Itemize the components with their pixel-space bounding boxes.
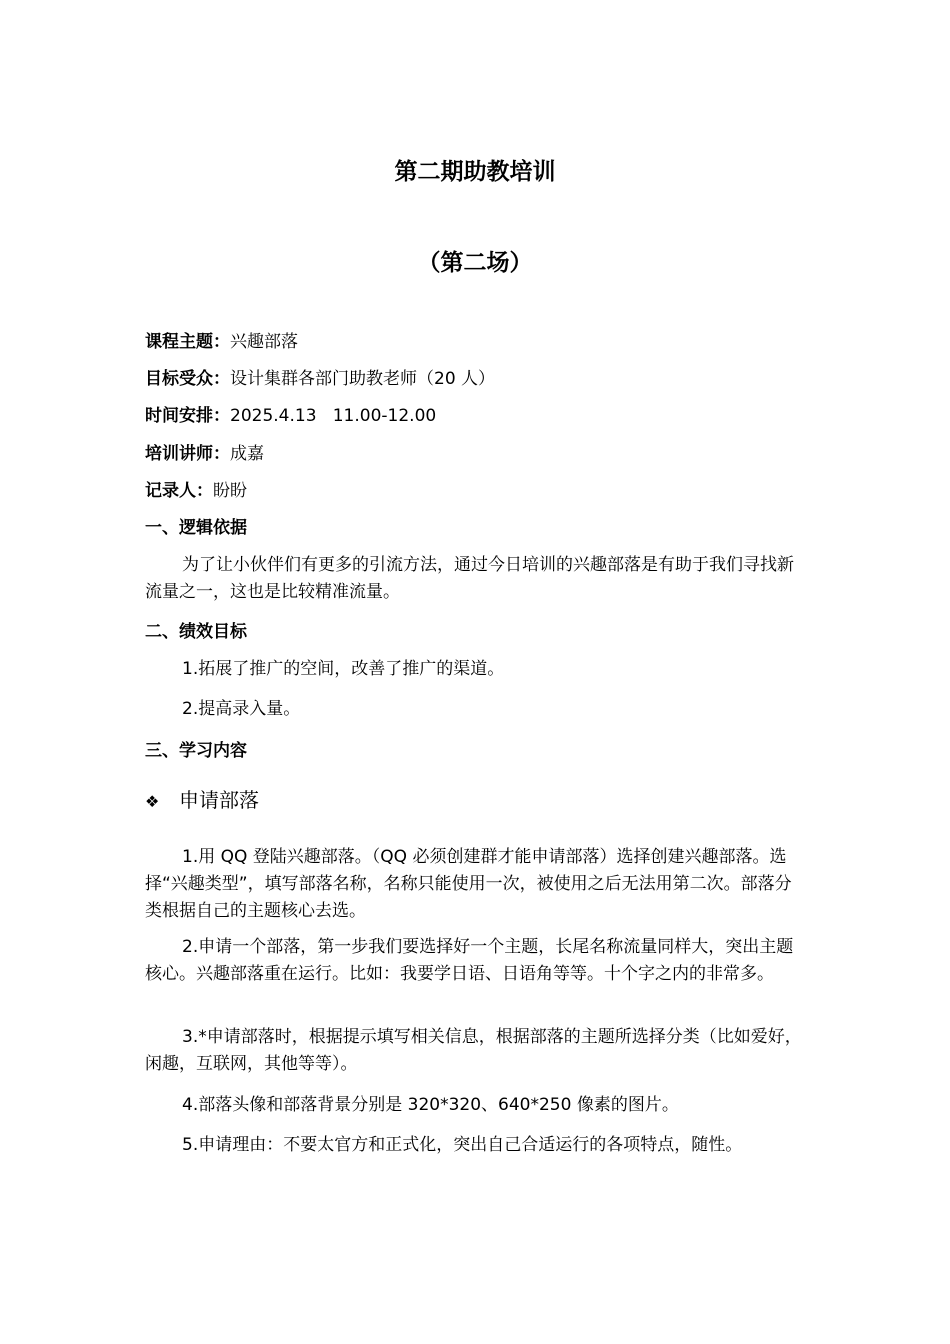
field-target-audience xyxy=(145,367,495,391)
content-paragraph-5: 5.申请理由：不要太官方和正式化，突出自己合适运行的各项特点，随性。 xyxy=(182,1135,743,1155)
section-paragraph-logic: 为了让小伙伴们有更多的引流方法，通过今日培训的兴趣部落是有助于我们寻找新流量之一，这也是比较精准流量。 xyxy=(145,555,794,602)
field-label: 记录人： xyxy=(145,481,213,501)
field-value: 2025.4.13 11.00-12.00 xyxy=(230,406,437,426)
field-label: 时间安排： xyxy=(145,406,230,426)
field-course-topic xyxy=(145,330,298,354)
content-paragraph-3: 3.*申请部落时，根据提示填写相关信息，根据部落的主题所选择分类（比如爱好，闲趣，互联网，其他等等）。 xyxy=(145,1027,802,1074)
goal-item-2: 2.提高录入量。 xyxy=(182,699,301,719)
bullet-heading-apply xyxy=(145,786,259,816)
field-instructor xyxy=(145,442,264,466)
bullet-heading-text: 申请部落 xyxy=(179,788,259,812)
content-paragraph-4: 4.部落头像和部落背景分别是 320*320、640*250 像素的图片。 xyxy=(182,1095,679,1115)
section-heading-logic: 一、逻辑依据 xyxy=(145,518,247,538)
field-label: 目标受众： xyxy=(145,369,230,389)
field-value: 兴趣部落 xyxy=(230,332,298,352)
field-value: 盼盼 xyxy=(213,481,247,501)
document-subtitle: （第二场） xyxy=(417,250,533,276)
field-recorder xyxy=(145,479,247,503)
content-paragraph-2: 2.申请一个部落，第一步我们要选择好一个主题，长尾名称流量同样大，突出主题核心。兴趣部落重在运行。比如：我要学日语、日语角等等。十个字之内的非常多。 xyxy=(145,937,794,984)
section-heading-goals: 二、绩效目标 xyxy=(145,622,247,642)
diamond-bullet-icon: ❖ xyxy=(145,792,160,811)
field-value: 设计集群各部门助教老师（20 人） xyxy=(230,369,496,389)
field-schedule xyxy=(145,404,436,428)
section-heading-content: 三、学习内容 xyxy=(145,741,247,761)
goal-item-1: 1.拓展了推广的空间，改善了推广的渠道。 xyxy=(182,659,505,679)
field-label: 培训讲师： xyxy=(145,444,230,464)
document-title: 第二期助教培训 xyxy=(394,159,556,185)
field-label: 课程主题： xyxy=(145,332,230,352)
content-paragraph-1: 1.用 QQ 登陆兴趣部落。（QQ 必须创建群才能申请部落）选择创建兴趣部落。选择“兴趣类型”，填写部落名称，名称只能使用一次，被使用之后无法用第二次。部落分类根据自己的主题核心去选。 xyxy=(145,847,792,921)
field-value: 成嘉 xyxy=(230,444,264,464)
